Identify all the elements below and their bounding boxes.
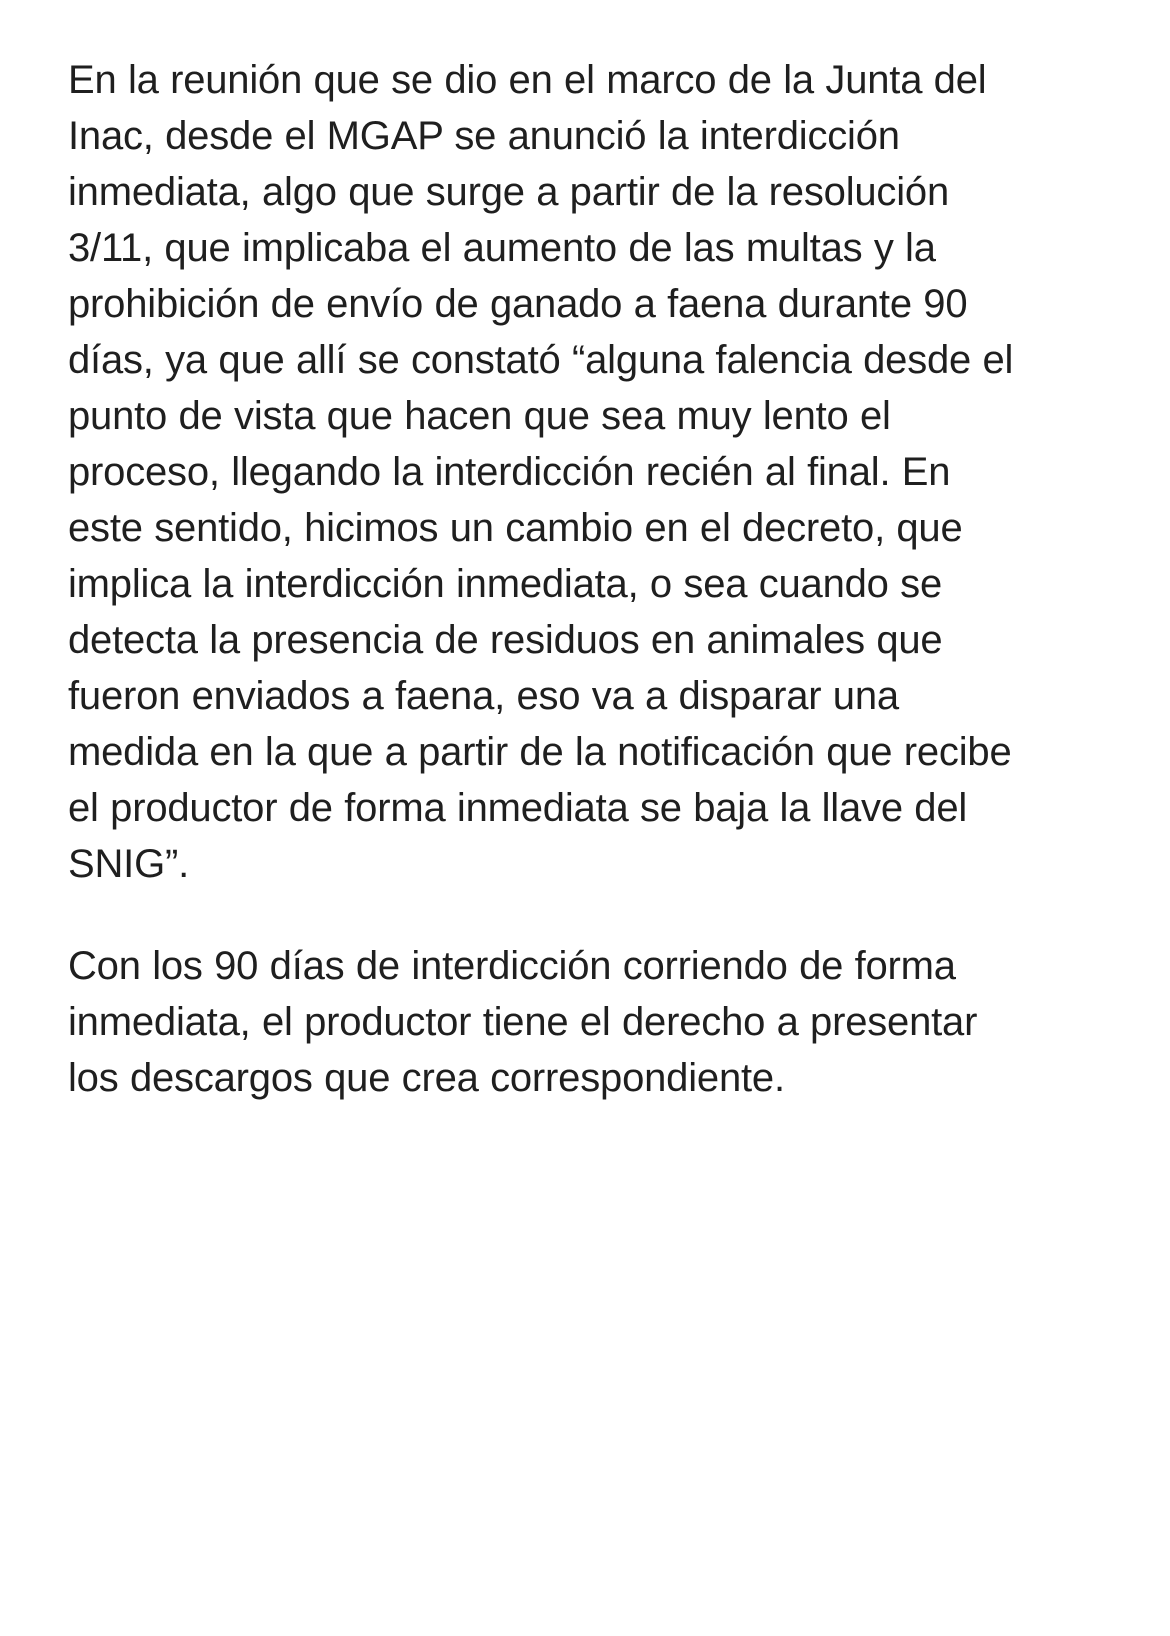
paragraph: En la reunión que se dio en el marco de la Junta del Inac, desde el MGAP se anunció la interdicción inmediata, algo que surge a partir de la resolución 3/11, que implicaba el aumento de las multas y la prohibición de envío de ganado a faena durante 90 días, ya que allí se constató “alguna falencia desde el punto de vista que hacen que sea muy lento el proceso, llegando la interdicción recién al final. En este sentido, hicimos un cambio en el decreto, que implica la interdicción inmediata, o sea cuando se detecta la presencia de residuos en animales que fueron enviados a faena, eso va a disparar una medida en la que a partir de la notificación que recibe el productor de forma inmediata se baja la llave del SNIG”.	[68, 58, 1014, 886]
paragraph: Con los 90 días de interdicción corriendo de forma inmediata, el productor tiene el derecho a presentar los descargos que crea correspondiente.	[68, 944, 978, 1100]
